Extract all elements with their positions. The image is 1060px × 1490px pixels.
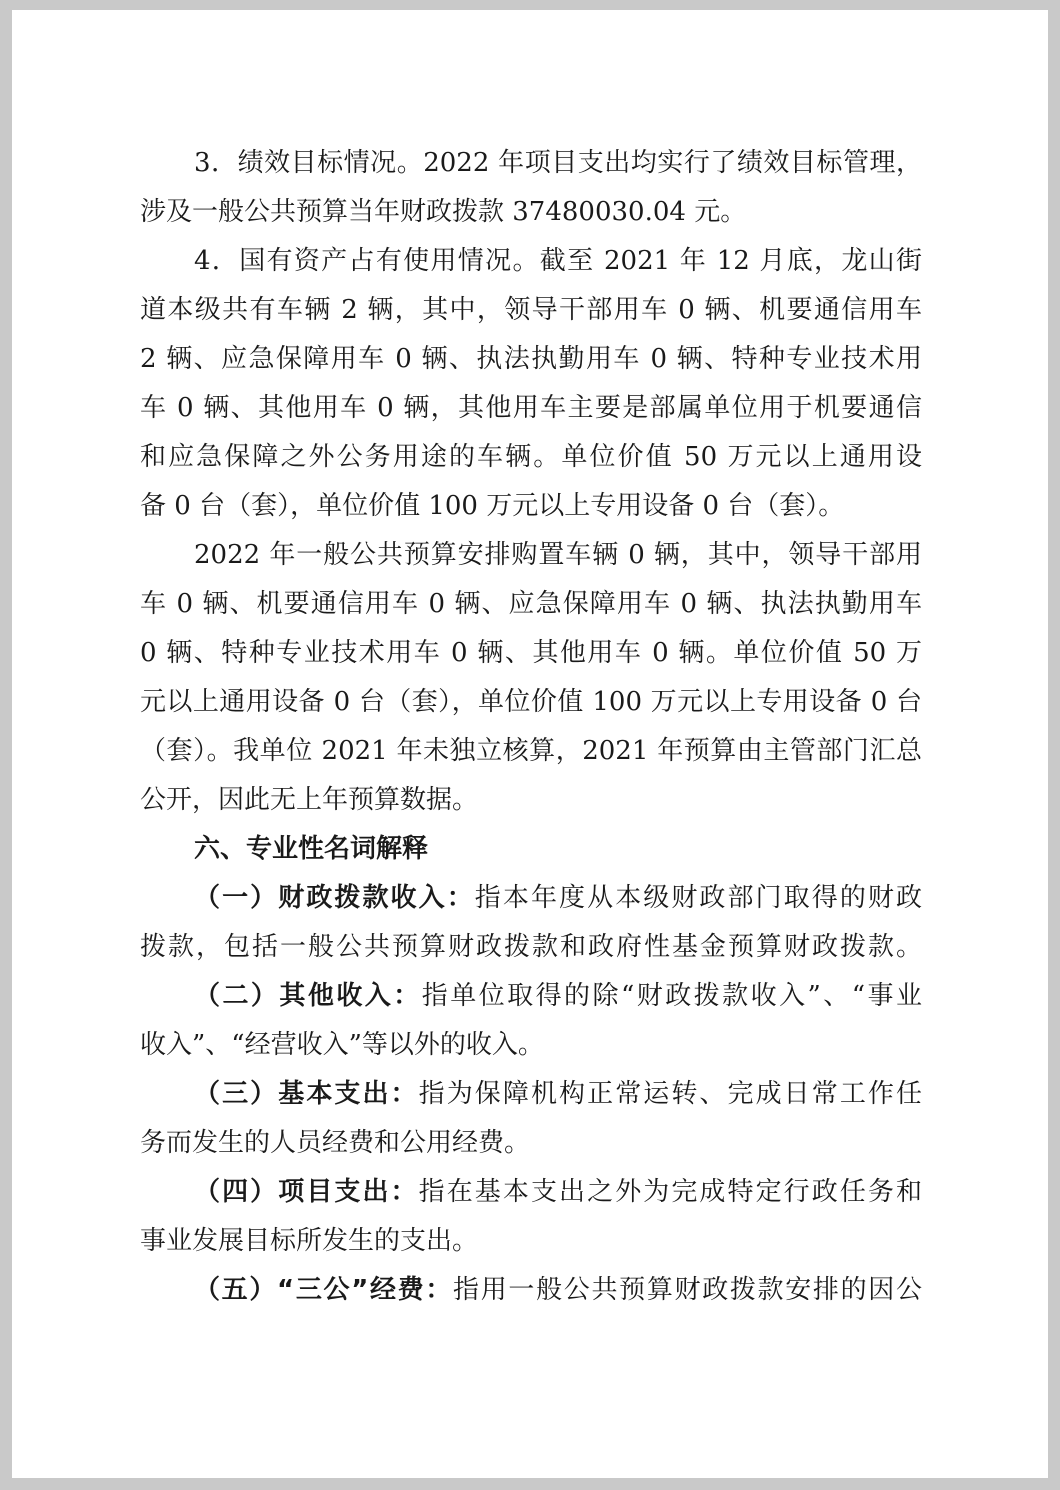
paragraph-3-line-2: 涉及一般公共预算当年财政拨款 37480030.04 元。 xyxy=(140,197,747,227)
term-2-label: （二）其他收入： xyxy=(194,981,422,1011)
term-1-line-2: 拨款，包括一般公共预算财政拨款和政府性基金预算财政拨款。 xyxy=(140,932,922,962)
paragraph-4-line-1: 4．国有资产占有使用情况。截至 2021 年 12 月底，龙山街 xyxy=(194,246,922,276)
paragraph-2022-line-4: 元以上通用设备 0 台（套），单位价值 100 万元以上专用设备 0 台 xyxy=(140,687,922,717)
term-1-line-1 xyxy=(194,881,922,915)
term-4-line-2: 事业发展目标所发生的支出。 xyxy=(140,1226,479,1256)
term-1-label: （一）财政拨款收入： xyxy=(194,883,475,913)
paragraph-2022-line-2: 车 0 辆、机要通信用车 0 辆、应急保障用车 0 辆、执法执勤用车 xyxy=(140,589,922,619)
paragraph-4-line-4: 车 0 辆、其他用车 0 辆，其他用车主要是部属单位用于机要通信 xyxy=(140,393,922,423)
term-4-line-1 xyxy=(194,1175,922,1209)
term-3-text: 指为保障机构正常运转、完成日常工作任 xyxy=(418,1079,922,1109)
section-heading: 六、专业性名词解释 xyxy=(194,834,429,864)
paragraph-3-line-1: 3．绩效目标情况。2022 年项目支出均实行了绩效目标管理， xyxy=(194,148,922,178)
paragraph-4-line-2: 道本级共有车辆 2 辆，其中，领导干部用车 0 辆、机要通信用车 xyxy=(140,295,922,325)
term-4-text: 指在基本支出之外为完成特定行政任务和 xyxy=(418,1177,922,1207)
term-5-text: 指用一般公共预算财政拨款安排的因公 xyxy=(453,1275,922,1305)
paragraph-2022-line-6: 公开，因此无上年预算数据。 xyxy=(140,785,479,815)
paragraph-4-line-5: 和应急保障之外公务用途的车辆。单位价值 50 万元以上通用设 xyxy=(140,442,922,472)
paragraph-2022-line-5: （套）。我单位 2021 年未独立核算，2021 年预算由主管部门汇总 xyxy=(140,736,922,766)
term-3-label: （三）基本支出： xyxy=(194,1079,419,1109)
term-1-text: 指本年度从本级财政部门取得的财政 xyxy=(474,883,922,913)
paragraph-2022-line-1: 2022 年一般公共预算安排购置车辆 0 辆，其中，领导干部用 xyxy=(194,540,922,570)
term-2-text: 指单位取得的除“财政拨款收入”、“事业 xyxy=(421,981,922,1011)
term-5-label: （五）“三公”经费： xyxy=(194,1275,454,1305)
term-2-line-1 xyxy=(194,979,922,1013)
paragraph-4-line-3: 2 辆、应急保障用车 0 辆、执法执勤用车 0 辆、特种专业技术用 xyxy=(140,344,922,374)
paragraph-4-line-6: 备 0 台（套），单位价值 100 万元以上专用设备 0 台（套）。 xyxy=(140,491,845,521)
document-page xyxy=(12,10,1048,1478)
term-3-line-1 xyxy=(194,1077,922,1111)
term-5-line-1 xyxy=(194,1273,922,1307)
term-3-line-2: 务而发生的人员经费和公用经费。 xyxy=(140,1128,531,1158)
term-2-line-2: 收入”、“经营收入”等以外的收入。 xyxy=(140,1030,544,1060)
paragraph-2022-line-3: 0 辆、特种专业技术用车 0 辆、其他用车 0 辆。单位价值 50 万 xyxy=(140,638,922,668)
term-4-label: （四）项目支出： xyxy=(194,1177,419,1207)
